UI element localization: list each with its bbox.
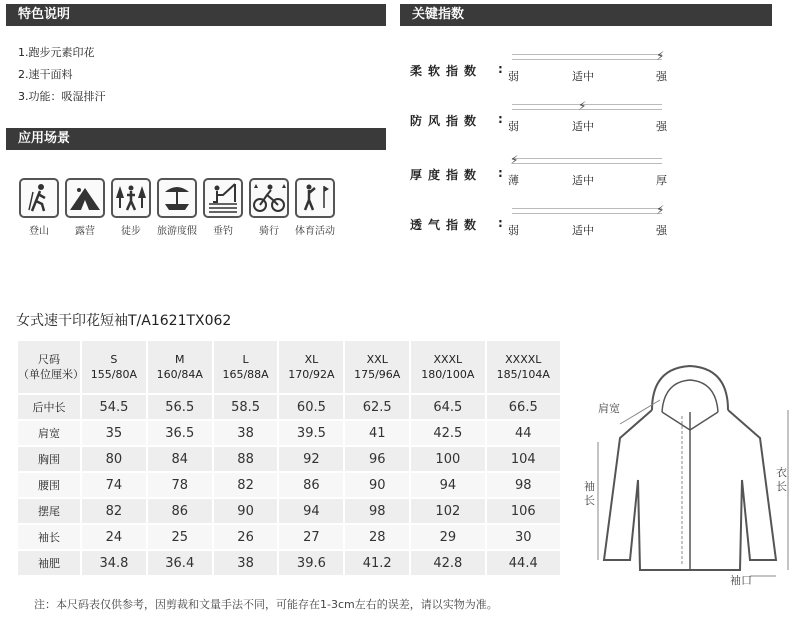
- index-row-softness: [410, 48, 680, 88]
- index-track: [512, 99, 662, 113]
- size-spec: 180/100A: [421, 368, 475, 381]
- scenario-label: 登山: [29, 226, 49, 237]
- table-cell: 27: [278, 524, 344, 550]
- table-cell: 82: [81, 498, 147, 524]
- row-label: 后中长: [17, 394, 81, 420]
- size-name: XL: [304, 353, 319, 366]
- key-indices-section-header: 关键指数: [400, 4, 772, 26]
- index-track: [510, 153, 662, 167]
- product-title: 女式速干印花短袖T/A1621TX062: [16, 313, 232, 329]
- size-header-xxl: [344, 340, 410, 394]
- size-spec: 175/96A: [354, 368, 401, 381]
- table-cell: 86: [278, 472, 344, 498]
- table-cell: 98: [486, 472, 561, 498]
- table-cell: 66.5: [486, 394, 561, 420]
- table-cell: 96: [344, 446, 410, 472]
- table-cell: 24: [81, 524, 147, 550]
- scenario-hiking: [18, 178, 60, 237]
- table-cell: 74: [81, 472, 147, 498]
- index-high-label: 厚: [656, 174, 667, 187]
- table-cell: 94: [278, 498, 344, 524]
- size-name: M: [174, 353, 185, 366]
- jacket-outline-icon: [590, 360, 790, 590]
- size-spec: 165/88A: [222, 368, 269, 381]
- row-label: 肩宽: [17, 420, 81, 446]
- scenario-vacation: [156, 178, 198, 237]
- size-header-label-line1: 尺码: [38, 353, 60, 366]
- table-cell: 29: [410, 524, 485, 550]
- table-cell: 28: [344, 524, 410, 550]
- features-list: [18, 42, 106, 108]
- table-cell: 26: [213, 524, 279, 550]
- index-name: 防风指数: [410, 114, 483, 128]
- table-cell: 30: [486, 524, 561, 550]
- feature-item: 2.速干面料: [18, 68, 73, 81]
- row-label: 摆尾: [17, 498, 81, 524]
- table-cell: 36.4: [147, 550, 213, 576]
- index-level-marker: ⚡: [578, 99, 587, 113]
- table-cell: 90: [344, 472, 410, 498]
- size-name: XXXL: [433, 353, 463, 366]
- index-colon: :: [498, 166, 503, 180]
- table-cell: 104: [486, 446, 561, 472]
- index-row-thickness: [410, 152, 680, 192]
- size-table: [16, 339, 562, 577]
- table-cell: 39.6: [278, 550, 344, 576]
- index-name: 柔软指数: [410, 64, 483, 78]
- index-level-marker: ⚡: [656, 203, 665, 217]
- index-name: 厚度指数: [410, 168, 483, 182]
- fishing-icon: [203, 178, 243, 218]
- scenario-label: 骑行: [259, 226, 279, 237]
- table-cell: 44: [486, 420, 561, 446]
- index-colon: :: [498, 112, 503, 126]
- hiking-icon: [19, 178, 59, 218]
- table-cell: 56.5: [147, 394, 213, 420]
- table-row: [17, 524, 561, 550]
- row-label: 袖肥: [17, 550, 81, 576]
- table-cell: 102: [410, 498, 485, 524]
- table-cell: 98: [344, 498, 410, 524]
- index-level-marker: ⚡: [656, 49, 665, 63]
- index-track: [512, 49, 665, 63]
- index-colon: :: [498, 62, 503, 76]
- size-header-label: [17, 340, 84, 394]
- index-mid-label: 适中: [572, 224, 594, 237]
- table-cell: 106: [486, 498, 561, 524]
- index-high-label: 强: [656, 120, 667, 133]
- golf-sports-icon: [295, 178, 335, 218]
- index-low-label: 弱: [508, 224, 519, 237]
- scenario-cycling: [248, 178, 290, 237]
- size-spec: 155/80A: [90, 368, 138, 381]
- index-row-breathability: [410, 202, 680, 242]
- row-label: 袖长: [17, 524, 81, 550]
- table-cell: 41: [344, 420, 410, 446]
- table-cell: 36.5: [147, 420, 213, 446]
- size-header-l: [213, 340, 279, 394]
- size-spec: 160/84A: [156, 368, 203, 381]
- size-disclaimer-note: 注：本尺码表仅供参考，因剪裁和文量手法不同，可能存在1-3cm左右的误差，请以实物为准。: [34, 598, 498, 611]
- index-name: 透气指数: [410, 218, 483, 232]
- table-cell: 41.2: [344, 550, 410, 576]
- size-spec: 185/104A: [496, 368, 550, 381]
- size-name: XXXXL: [505, 353, 542, 366]
- index-mid-label: 适中: [572, 120, 594, 133]
- table-cell: 35: [81, 420, 147, 446]
- table-row: [17, 498, 561, 524]
- index-colon: :: [498, 216, 503, 230]
- table-cell: 80: [81, 446, 147, 472]
- index-high-label: 强: [656, 70, 667, 83]
- size-header-xl: [278, 340, 344, 394]
- table-cell: 38: [213, 550, 279, 576]
- size-header-s: [81, 340, 147, 394]
- size-spec: 170/92A: [288, 368, 335, 381]
- scenario-label: 垂钓: [213, 226, 233, 237]
- table-cell: 94: [410, 472, 485, 498]
- trekking-icon: [111, 178, 151, 218]
- jacket-measurement-diagram: [584, 360, 790, 594]
- table-cell: 88: [213, 446, 279, 472]
- camping-tent-icon: [65, 178, 105, 218]
- index-level-marker: ⚡: [510, 153, 519, 167]
- table-row: [17, 472, 561, 498]
- table-cell: 92: [278, 446, 344, 472]
- size-name: L: [242, 353, 249, 366]
- table-cell: 42.8: [410, 550, 485, 576]
- table-row: [17, 550, 561, 576]
- cuff-label: 袖口: [730, 574, 752, 587]
- index-mid-label: 适中: [572, 174, 594, 187]
- scenarios-section-header: 应用场景: [6, 128, 386, 150]
- size-name: XXL: [366, 353, 388, 366]
- table-cell: 64.5: [410, 394, 485, 420]
- table-cell: 25: [147, 524, 213, 550]
- size-header-m: [147, 340, 213, 394]
- body-length-label: 衣长: [776, 466, 787, 493]
- table-cell: 54.5: [81, 394, 147, 420]
- beach-vacation-icon: [157, 178, 197, 218]
- row-label: 胸围: [17, 446, 81, 472]
- scenario-sports: [294, 178, 336, 237]
- feature-item: 1.跑步元素印花: [18, 46, 95, 59]
- table-cell: 42.5: [410, 420, 485, 446]
- table-cell: 100: [410, 446, 485, 472]
- size-name: S: [110, 353, 118, 366]
- index-high-label: 强: [656, 224, 667, 237]
- sleeve-label: 袖长: [584, 480, 595, 507]
- cycling-icon: [249, 178, 289, 218]
- shoulder-label: 肩宽: [598, 402, 620, 415]
- table-cell: 82: [213, 472, 279, 498]
- index-low-label: 薄: [508, 174, 519, 187]
- table-row: [17, 394, 561, 420]
- table-cell: 62.5: [344, 394, 410, 420]
- features-section-header: 特色说明: [6, 4, 386, 26]
- table-cell: 60.5: [278, 394, 344, 420]
- scenario-fishing: [202, 178, 244, 237]
- size-header-xxxxl: [486, 340, 561, 394]
- scenario-label: 旅游度假: [157, 226, 197, 237]
- row-label: 腰围: [17, 472, 81, 498]
- scenario-label: 露营: [75, 226, 95, 237]
- table-cell: 58.5: [213, 394, 279, 420]
- feature-item: 3.功能：吸湿排汗: [18, 90, 106, 103]
- index-low-label: 弱: [508, 70, 519, 83]
- table-cell: 34.8: [81, 550, 147, 576]
- scenario-label: 徒步: [121, 226, 141, 237]
- table-cell: 44.4: [486, 550, 561, 576]
- index-low-label: 弱: [508, 120, 519, 133]
- table-cell: 39.5: [278, 420, 344, 446]
- table-row: [17, 420, 561, 446]
- table-cell: 84: [147, 446, 213, 472]
- index-track: [512, 203, 665, 217]
- table-cell: 86: [147, 498, 213, 524]
- index-row-windproof: [410, 98, 680, 138]
- table-cell: 90: [213, 498, 279, 524]
- scenario-label: 体育活动: [295, 226, 335, 237]
- table-row: [17, 446, 561, 472]
- table-cell: 38: [213, 420, 279, 446]
- size-table-header-row: [17, 340, 561, 394]
- size-header-label-line2: （单位厘米）: [18, 368, 84, 381]
- scenario-trekking: [110, 178, 152, 237]
- table-cell: 78: [147, 472, 213, 498]
- size-header-xxxl: [410, 340, 485, 394]
- index-mid-label: 适中: [572, 70, 594, 83]
- scenario-camping: [64, 178, 106, 237]
